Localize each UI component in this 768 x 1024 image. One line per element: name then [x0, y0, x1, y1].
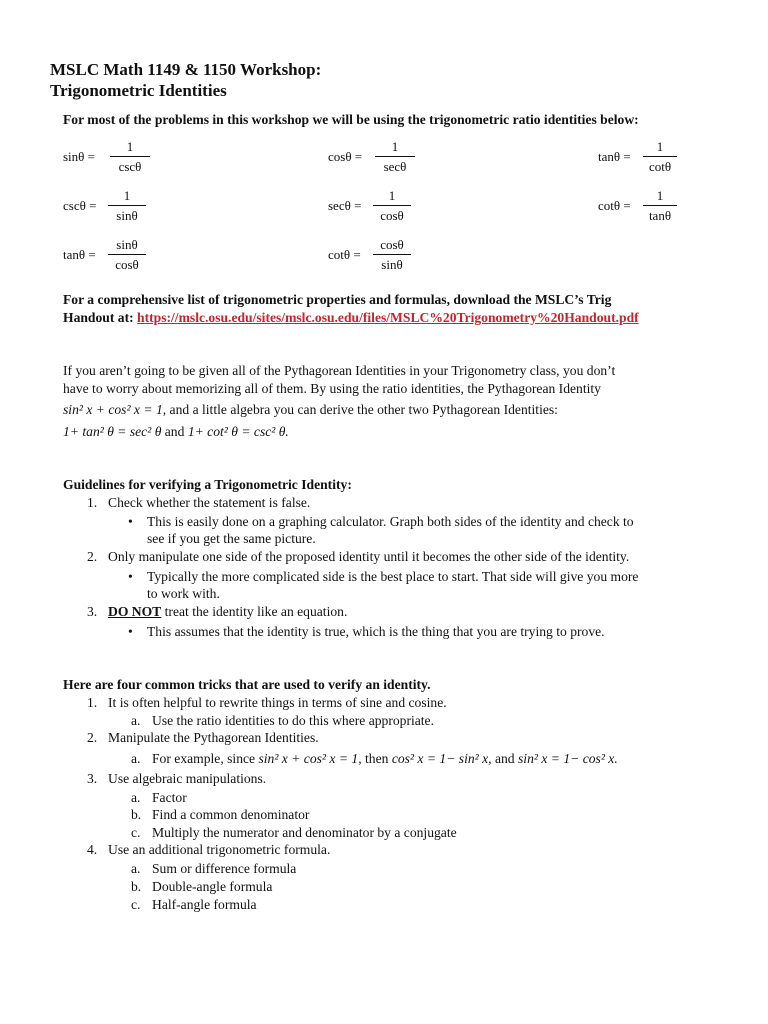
tricks-heading: Here are four common tricks that are used to verify an identity. — [63, 677, 431, 692]
handout-text-line1: For a comprehensive list of trigonometric properties and formulas, download the MSLC’s Trig — [63, 292, 612, 307]
trick-2a-eq3: sin² x = 1− cos² x. — [518, 751, 618, 766]
trick-3b: Find a common denominator — [152, 807, 310, 822]
pythag-line1: If you aren’t going to be given all of the Pythagorean Identities in your Trigonometry class, you don’t — [63, 363, 616, 378]
trick-2a-eq2: cos² x = 1− sin² x, — [391, 751, 492, 766]
guideline-1: Check whether the statement is false. — [108, 495, 311, 510]
guideline-1-sub-a: This is easily done on a graphing calculator. Graph both sides of the identity and check to — [147, 514, 634, 529]
guideline-1-sub-b: see if you get the same picture. — [147, 531, 316, 546]
guideline-2-sub-b: to work with. — [147, 586, 220, 601]
trick-2-number: 2. — [87, 730, 98, 745]
guidelines-heading: Guidelines for verifying a Trigonometric Identity: — [63, 477, 352, 492]
pythag-tan-identity: 1+ tan² θ = sec² θ — [63, 424, 162, 439]
pythag-line2: have to worry about memorizing all of them. By using the ratio identities, the Pythagorean Identity — [63, 381, 601, 396]
trick-3b-letter: b. — [131, 807, 142, 822]
trick-3c: Multiply the numerator and denominator by a conjugate — [152, 825, 457, 840]
worksheet-page: MSLC Math 1149 & 1150 Workshop: Trigonometric Identities For most of the problems in this workshop we will be using the trigonometric ratio identities below: sinθ = 1 cscθ cosθ = 1 secθ tanθ = 1 cotθ cscθ = 1 sinθ secθ = 1 cosθ cotθ = 1 tanθ tanθ = sinθ cosθ cotθ = cosθ sinθ For a comprehensive list of trigonometric properties and formulas, download the MSLC’s Trig Handout at: https://mslc.osu.edu/sites/mslc.osu.edu/files/MSLC%20Trigonometry%20Handout.pdf If you aren’t going to be given all of the Pythagorean Identities in your Trigonometry class, you don’t have to worry about memorizing all of them. By using the ratio identities, the Pythagorean Identity sin² x + cos² x = 1, and a little algebra you can derive the other two Pythagorean Identities: 1+ tan² θ = sec² θ and 1+ cot² θ = csc² θ. Guidelines for verifying a Trigonometric Identity: 1. Check whether the statement is false. • This is easily done on a graphing calculator. Graph both sides of the identity and check to see if you get the same picture. 2. Only manipulate one side of the proposed identity until it becomes the other side of the identity. • Typically the more complicated side is the best place to start. That side will give you more to work with. 3. DO NOT treat the identity like an equation. • This assumes that the identity is true, which is the thing that you are trying to prove. Here are four common tricks that are used to verify an identity. 1. It is often helpful to rewrite things in terms of sine and cosine. a. Use the ratio identities to do this where appropriate. 2. Manipulate the Pythagorean Identities. a. For example, since sin² x + cos² x = 1, then cos² x = 1− sin² x, and sin² x = 1− cos² x. 3. Use algebraic manipulations. a. Factor b. Find a common denominator c. Multiply the numerator and denominator by a conjugate 4. Use an additional trigonometric formula. a. Sum or difference formula b. Double-angle formula c. Half-angle formula — [0, 0, 768, 1024]
trick-1a: Use the ratio identities to do this where appropriate. — [152, 713, 434, 728]
handout-prefix: Handout at: — [63, 310, 138, 325]
trick-4-number: 4. — [87, 842, 98, 857]
intro-text: For most of the problems in this workshop we will be using the trigonometric ratio identities below: — [63, 112, 639, 127]
guideline-2-sub-a: Typically the more complicated side is the best place to start. That side will give you more — [147, 569, 639, 584]
title-line-2: Trigonometric Identities — [50, 81, 227, 100]
trick-3a: Factor — [152, 790, 187, 805]
pythag-line4 — [63, 423, 289, 440]
pythag-line3-rest: and a little algebra you can derive the other two Pythagorean Identities: — [166, 402, 558, 417]
trick-2a — [152, 750, 618, 767]
handout-text-line2 — [63, 309, 639, 326]
guideline-1-number: 1. — [87, 495, 98, 510]
trick-1: It is often helpful to rewrite things in terms of sine and cosine. — [108, 695, 447, 710]
handout-link[interactable]: https://mslc.osu.edu/sites/mslc.osu.edu/files/MSLC%20Trigonometry%20Handout.pdf — [137, 310, 639, 325]
bullet-icon: • — [128, 514, 133, 529]
bullet-icon: • — [128, 624, 133, 639]
trick-2a-then: then — [361, 751, 392, 766]
trick-3: Use algebraic manipulations. — [108, 771, 267, 786]
trick-1-number: 1. — [87, 695, 98, 710]
guideline-2-number: 2. — [87, 549, 98, 564]
guideline-3-sub: This assumes that the identity is true, which is the thing that you are trying to prove. — [147, 624, 605, 639]
trick-4a-letter: a. — [131, 861, 141, 876]
trick-4b-letter: b. — [131, 879, 142, 894]
guideline-2: Only manipulate one side of the proposed identity until it becomes the other side of the identity. — [108, 549, 630, 564]
trick-3c-letter: c. — [131, 825, 141, 840]
trick-4c-letter: c. — [131, 897, 141, 912]
trick-2: Manipulate the Pythagorean Identities. — [108, 730, 319, 745]
trick-2a-letter: a. — [131, 751, 141, 766]
pythag-line3 — [63, 401, 558, 418]
trick-4a: Sum or difference formula — [152, 861, 297, 876]
trick-2a-prefix: For example, since — [152, 751, 259, 766]
trick-2a-eq1: sin² x + cos² x = 1, — [258, 751, 362, 766]
trick-2a-and: and — [491, 751, 518, 766]
trick-4c: Half-angle formula — [152, 897, 257, 912]
pythag-cot-identity: 1+ cot² θ = csc² θ. — [187, 424, 289, 439]
pythag-and: and — [161, 424, 188, 439]
do-not-emphasis: DO NOT — [108, 604, 162, 619]
guideline-3-number: 3. — [87, 604, 98, 619]
trick-4: Use an additional trigonometric formula. — [108, 842, 331, 857]
pythag-identity: sin² x + cos² x = 1, — [63, 402, 167, 417]
guideline-3-rest: treat the identity like an equation. — [161, 604, 348, 619]
trick-3-number: 3. — [87, 771, 98, 786]
title-line-1: MSLC Math 1149 & 1150 Workshop: — [50, 60, 322, 79]
bullet-icon: • — [128, 569, 133, 584]
trick-4b: Double-angle formula — [152, 879, 273, 894]
trick-3a-letter: a. — [131, 790, 141, 805]
guideline-3 — [108, 603, 347, 620]
trick-1a-letter: a. — [131, 713, 141, 728]
